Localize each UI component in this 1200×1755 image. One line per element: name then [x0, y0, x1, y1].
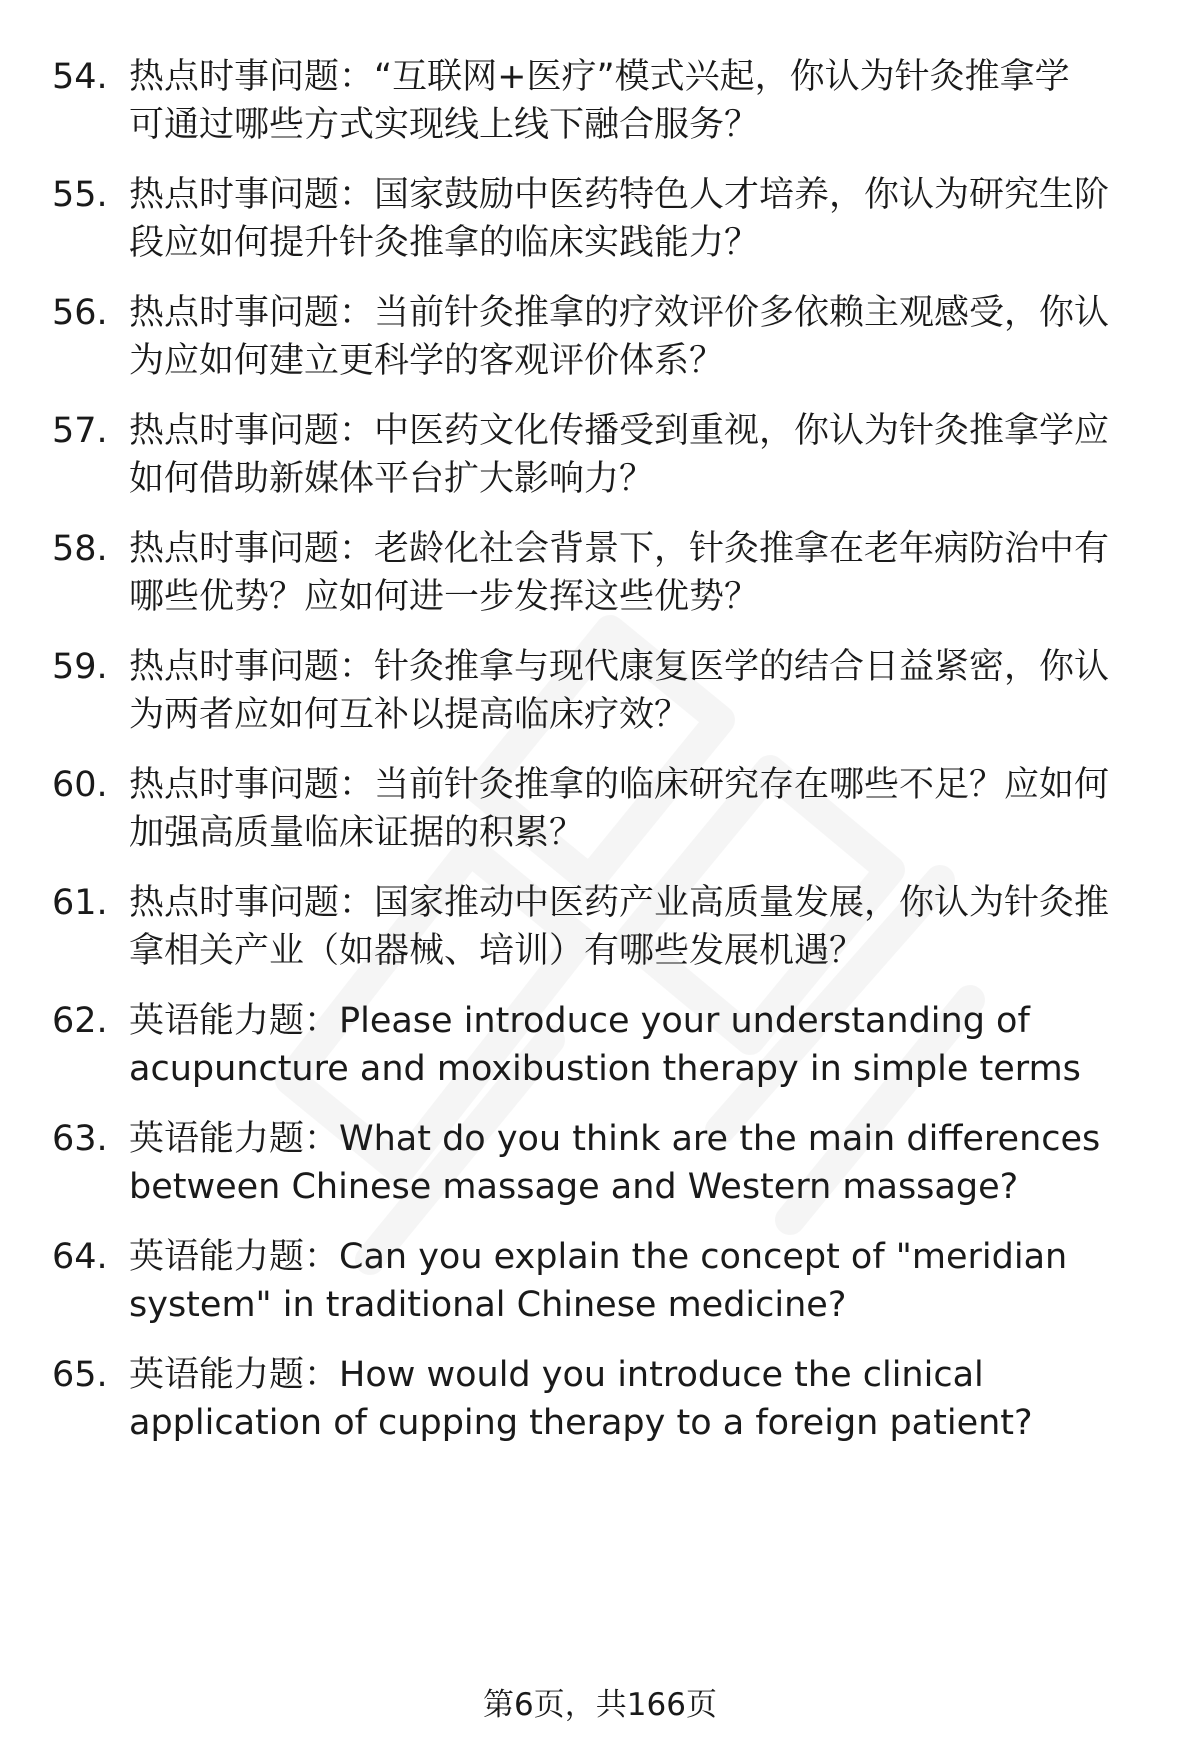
- question-text-line-1: 英语能力题：Can you explain the concept of "meridian: [129, 1237, 1068, 1277]
- question-number: 57.: [52, 411, 108, 451]
- question-text-line-1: 热点时事问题：“互联网+医疗”模式兴起，你认为针灸推拿学: [129, 57, 1070, 97]
- question-item: [52, 53, 1152, 163]
- question-number: 54.: [52, 57, 108, 97]
- question-text-line-1: 热点时事问题：当前针灸推拿的疗效评价多依赖主观感受，你认: [129, 293, 1110, 333]
- question-text-line-1: 英语能力题：Please introduce your understanding of: [129, 1001, 1030, 1041]
- question-text-line-2: application of cupping therapy to a foreign patient?: [129, 1403, 1033, 1443]
- question-number: 65.: [52, 1355, 108, 1395]
- question-text-line-1: 热点时事问题：针灸推拿与现代康复医学的结合日益紧密，你认: [129, 647, 1110, 687]
- question-text-line-1: 热点时事问题：中医药文化传播受到重视，你认为针灸推拿学应: [129, 411, 1110, 451]
- question-item: [52, 171, 1152, 281]
- question-number: 55.: [52, 175, 108, 215]
- question-number: 56.: [52, 293, 108, 333]
- question-item: [52, 1233, 1152, 1343]
- question-item: [52, 289, 1152, 399]
- question-text-line-2: 可通过哪些方式实现线上线下融合服务？: [129, 105, 760, 145]
- question-item: [52, 643, 1152, 753]
- page-footer: [0, 1685, 1200, 1725]
- question-item: [52, 761, 1152, 871]
- question-text-line-2: 为两者应如何互补以提高临床疗效？: [129, 695, 690, 735]
- question-item: [52, 997, 1152, 1107]
- question-text-line-2: 拿相关产业（如器械、培训）有哪些发展机遇？: [129, 931, 865, 971]
- question-text-line-2: 如何借助新媒体平台扩大影响力？: [129, 459, 655, 499]
- question-item: [52, 407, 1152, 517]
- question-item: [52, 1351, 1152, 1461]
- question-item: [52, 879, 1152, 989]
- question-text-line-2: 加强高质量临床证据的积累？: [129, 813, 585, 853]
- question-text-line-2: between Chinese massage and Western massage?: [129, 1167, 1019, 1207]
- question-number: 64.: [52, 1237, 108, 1277]
- question-text-line-1: 英语能力题：How would you introduce the clinical: [129, 1355, 984, 1395]
- question-text-line-1: 热点时事问题：当前针灸推拿的临床研究存在哪些不足？应如何: [129, 765, 1110, 805]
- question-number: 59.: [52, 647, 108, 687]
- question-number: 62.: [52, 1001, 108, 1041]
- question-text-line-1: 热点时事问题：老龄化社会背景下，针灸推拿在老年病防治中有: [129, 529, 1110, 569]
- question-text-line-2: system" in traditional Chinese medicine?: [129, 1285, 847, 1325]
- question-item: [52, 1115, 1152, 1225]
- question-text-line-2: 为应如何建立更科学的客观评价体系？: [129, 341, 725, 381]
- question-text-line-2: acupuncture and moxibustion therapy in simple terms: [129, 1049, 1081, 1089]
- question-text-line-1: 英语能力题：What do you think are the main differences: [129, 1119, 1101, 1159]
- question-item: [52, 525, 1152, 635]
- question-number: 60.: [52, 765, 108, 805]
- page-number-label: 第6页，共166页: [483, 1687, 717, 1723]
- question-text-line-2: 哪些优势？应如何进一步发挥这些优势？: [129, 577, 760, 617]
- question-number: 63.: [52, 1119, 108, 1159]
- question-number: 61.: [52, 883, 108, 923]
- question-text-line-1: 热点时事问题：国家鼓励中医药特色人才培养，你认为研究生阶: [129, 175, 1110, 215]
- question-text-line-2: 段应如何提升针灸推拿的临床实践能力？: [129, 223, 760, 263]
- question-number: 58.: [52, 529, 108, 569]
- question-text-line-1: 热点时事问题：国家推动中医药产业高质量发展，你认为针灸推: [129, 883, 1110, 923]
